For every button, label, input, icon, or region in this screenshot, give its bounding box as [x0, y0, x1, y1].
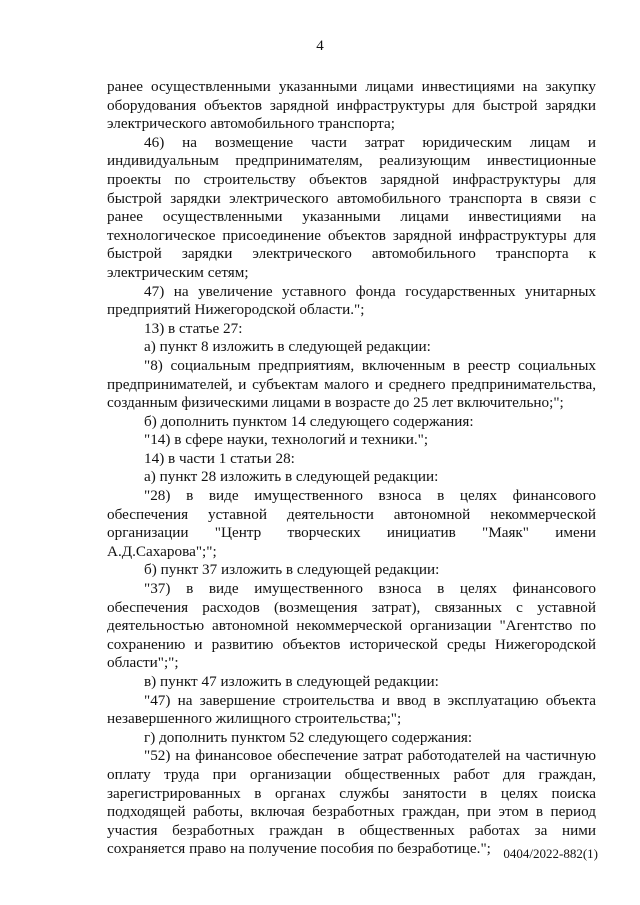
document-body [107, 78, 596, 859]
paragraph: "14) в сфере науки, технологий и техники."; [144, 431, 429, 449]
paragraph: в) пункт 47 изложить в следующей редакции: [144, 673, 439, 690]
paragraph: "52) на финансовое обеспечение затрат работодателей на частичную оплату труда при организации общественных работ для граждан, зарегистрированных в органах службы занятости в целях поиска подходящей работы, включая безработных граждан, при этом в период участия безработных граждан в общественных работах за ними сохраняется право на получение пособия по безработице."; [107, 747, 596, 858]
document-code: 0404/2022-882(1) [503, 846, 598, 861]
paragraph: г) дополнить пунктом 52 следующего содержания: [144, 728, 473, 746]
page-number: 4 [316, 38, 324, 54]
paragraph: а) пункт 28 изложить в следующей редакции: [144, 468, 439, 486]
paragraph: 14) в части 1 статьи 28: [144, 449, 295, 467]
paragraph: "8) социальным предприятиям, включенным в реестр социальных предпринимателей, и субъектам малого и среднего предпринимательства, созданным физическими лицами в возрасте до 25 лет включительно;"; [107, 356, 596, 412]
paragraph: "37) в виде имущественного взноса в целях финансового обеспечения расходов (возмещения затрат), связанных с уставной деятельностью автономной некоммерческой организации "Агентство по сохранению и развитию объектов исторической среды Нижегородской области";"; [107, 580, 596, 672]
paragraph: б) пункт 37 изложить в следующей редакции: [144, 561, 440, 579]
paragraph: 46) на возмещение части затрат юридическим лицам и индивидуальным предпринимателям, реализующим инвестиционные проекты по строительству объектов зарядной инфраструктуры для быстрой зарядки электрического автомобильного транспорта в связи с ранее осуществленными указанными лицами инвестициями на технологическое присоединение объектов зарядной инфраструктуры для быстрой зарядки электрического автомобильного транспорта к электрическим сетям; [107, 133, 596, 281]
paragraph: 13) в статье 27: [144, 319, 243, 337]
paragraph: "47) на завершение строительства и ввод в эксплуатацию объекта незавершенного жилищного строительства;"; [107, 691, 596, 728]
paragraph: а) пункт 8 изложить в следующей редакции: [144, 338, 431, 356]
paragraph: "28) в виде имущественного взноса в целях финансового обеспечения уставной деятельности автономной некоммерческой организации "Центр творческих инициатив "Маяк" имени А.Д.Сахарова";"; [107, 487, 596, 560]
paragraph: 47) на увеличение уставного фонда государственных унитарных предприятий Нижегородской области."; [107, 282, 596, 319]
paragraph: ранее осуществленными указанными лицами инвестициями на закупку оборудования объектов зарядной инфраструктуры для быстрой зарядки электрического автомобильного транспорта; [107, 78, 596, 133]
paragraph: б) дополнить пунктом 14 следующего содержания: [144, 412, 474, 430]
